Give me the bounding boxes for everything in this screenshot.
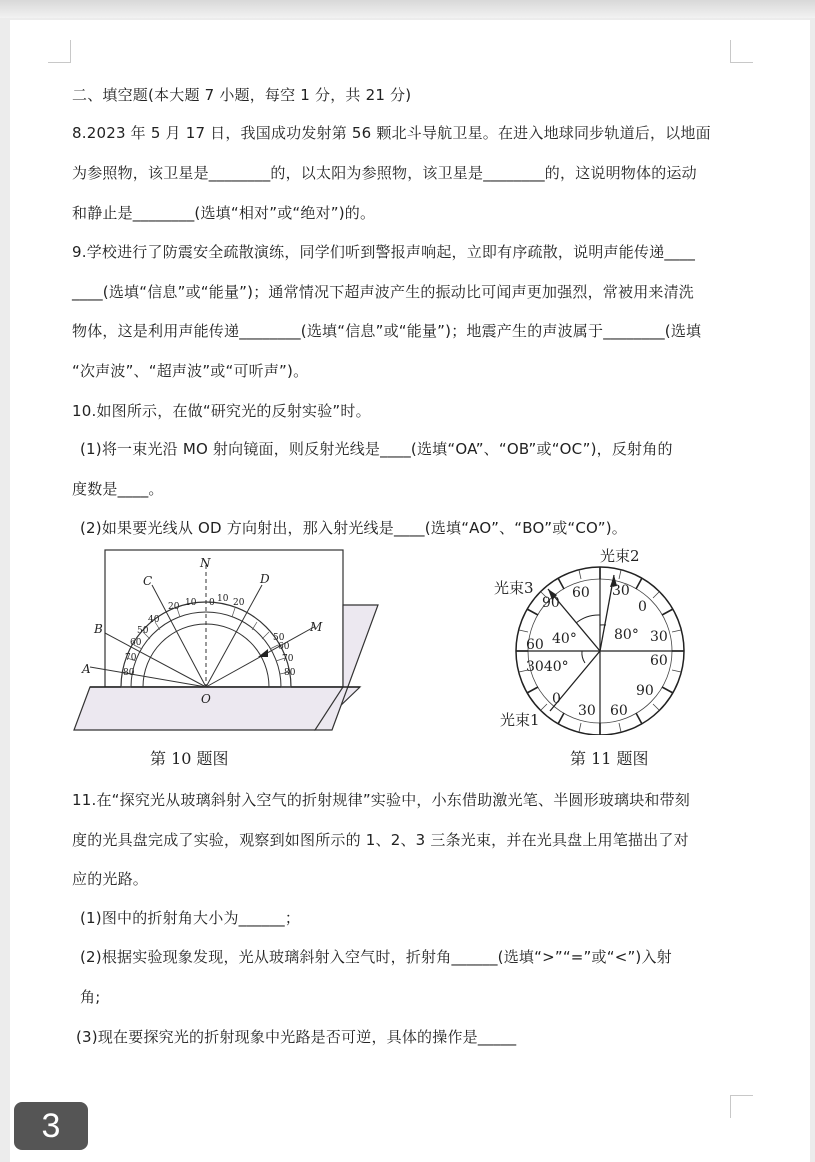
label-a: A xyxy=(82,662,91,676)
disc-60-b: 60 xyxy=(526,637,544,653)
tick-label: 20 xyxy=(233,598,245,608)
beam-3-label: 光束3 xyxy=(494,579,534,597)
beam-2-label: 光束2 xyxy=(600,547,640,565)
tick-label: 80 xyxy=(123,668,135,678)
disc-60-d: 60 xyxy=(650,653,668,669)
angle-40: 40° xyxy=(552,631,577,647)
disc-60-e: 60 xyxy=(610,703,628,719)
beam-1-label: 光束1 xyxy=(500,711,540,729)
q11-line-5: (2)根据实验现象发现，光从玻璃斜射入空气时，折射角______(选填“>”“=”或“<”)入射 xyxy=(80,948,672,966)
viewer-top-bar xyxy=(0,0,815,18)
q11-line-7: (3)现在要探究光的折射现象中光路是否可逆，具体的操作是_____ xyxy=(76,1028,517,1046)
disc-3040: 3040° xyxy=(526,659,569,675)
tick-label: 10 xyxy=(217,594,229,604)
figure-11-refraction-disc xyxy=(490,545,700,735)
q11-line-4: (1)图中的折射角大小为______； xyxy=(80,909,301,927)
q11-line-3: 应的光路。 xyxy=(72,870,149,888)
tick-label: 80 xyxy=(284,668,296,678)
disc-90-b: 90 xyxy=(636,683,654,699)
q10-line-1: 10.如图所示，在做“研究光的反射实验”时。 xyxy=(72,402,371,420)
label-c: C xyxy=(143,574,153,588)
disc-90-a: 90 xyxy=(542,595,560,611)
q9-line-1: 9.学校进行了防震安全疏散演练，同学们听到警报声响起，立即有序疏散，说明声能传递____ xyxy=(72,243,696,261)
section-heading: 二、填空题(本大题 7 小题，每空 1 分，共 21 分) xyxy=(72,86,412,104)
disc-30-e: 30 xyxy=(578,703,596,719)
q11-line-6: 角; xyxy=(80,988,101,1006)
label-o: O xyxy=(201,692,211,706)
tick-label: 70 xyxy=(282,654,294,664)
disc-0-b: 0 xyxy=(552,691,561,707)
q9-line-4: “次声波”、“超声波”或“可听声”)。 xyxy=(72,362,309,380)
q9-line-2: ____(选填“信息”或“能量”)；通常情况下超声波产生的振动比可闻声更加强烈，常被用来清洗 xyxy=(72,283,694,301)
q10-line-3: 度数是____。 xyxy=(72,480,164,498)
tick-label: 10 xyxy=(185,598,197,608)
tick-label: 70 xyxy=(125,653,137,663)
disc-30-c: 30 xyxy=(650,629,668,645)
crop-mark-top-right xyxy=(730,40,753,63)
q9-line-3: 物体，这是利用声能传递________(选填“信息”或“能量”)；地震产生的声波属于________(选填 xyxy=(72,322,702,340)
q10-line-2: (1)将一束光沿 MO 射向镜面，则反射光线是____(选填“OA”、“OB”或“OC”)，反射角的 xyxy=(80,440,673,458)
disc-60-a: 60 xyxy=(572,585,590,601)
figure-11-caption: 第 11 题图 xyxy=(570,749,649,768)
tick-label: 60 xyxy=(278,642,290,652)
crop-mark-bottom-right xyxy=(730,1095,753,1118)
label-b: B xyxy=(94,622,103,636)
tick-label: 50 xyxy=(137,626,149,636)
page-number-badge[interactable]: 3 xyxy=(14,1102,88,1150)
angle-80: 80° xyxy=(614,627,639,643)
q10-line-4: (2)如果要光线从 OD 方向射出，那入射光线是____(选填“AO”、“BO”或“CO”)。 xyxy=(80,519,627,537)
q8-line-3: 和静止是________(选填“相对”或“绝对”)的。 xyxy=(72,204,376,222)
tick-label: 20 xyxy=(168,602,180,612)
q11-line-1: 11.在“探究光从玻璃斜射入空气的折射规律”实验中，小东借助激光笔、半圆形玻璃块和带刻 xyxy=(72,791,691,809)
label-m: M xyxy=(310,620,323,634)
figure-10-reflection-diagram xyxy=(70,545,390,735)
figure-10-caption: 第 10 题图 xyxy=(150,749,229,768)
q8-line-2: 为参照物，该卫星是________的，以太阳为参照物，该卫星是________的，这说明物体的运动 xyxy=(72,164,697,182)
tick-label: 50 xyxy=(273,633,285,643)
crop-mark-top-left xyxy=(48,40,71,63)
label-n: N xyxy=(200,556,211,570)
q11-line-2: 度的光具盘完成了实验，观察到如图所示的 1、2、3 三条光束，并在光具盘上用笔描出了对 xyxy=(72,831,689,849)
tick-label: 60 xyxy=(130,638,142,648)
disc-0-a: 0 xyxy=(638,599,647,615)
label-d: D xyxy=(260,572,270,586)
tick-label: 40 xyxy=(148,615,160,625)
tick-label: 0 xyxy=(209,598,215,608)
disc-30-a: 30 xyxy=(612,583,630,599)
q8-line-1: 8.2023 年 5 月 17 日，我国成功发射第 56 颗北斗导航卫星。在进入地球同步轨道后，以地面 xyxy=(72,124,711,142)
